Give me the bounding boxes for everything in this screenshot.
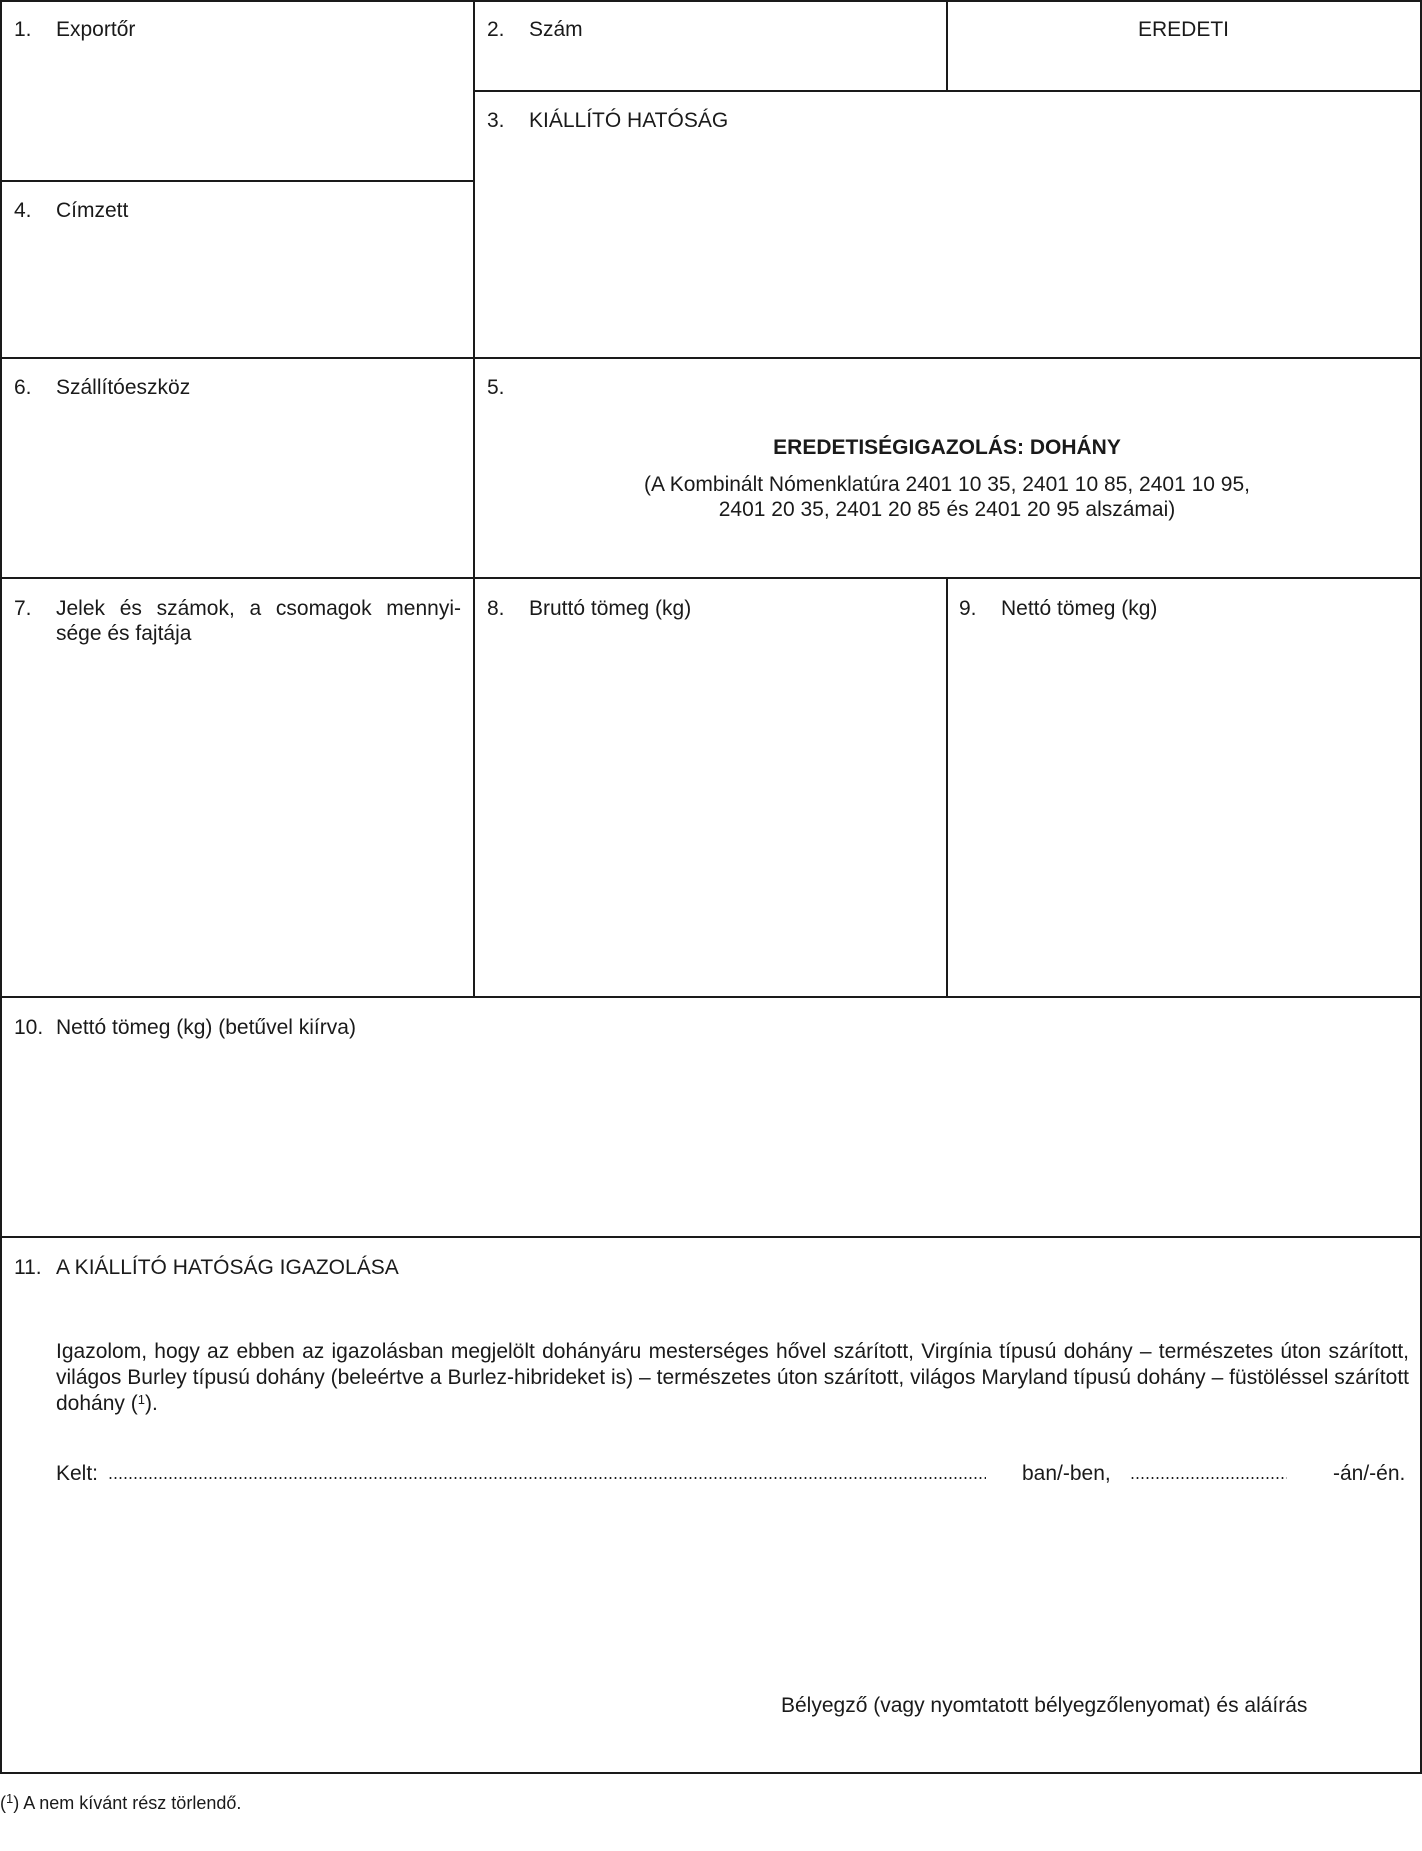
box-net-weight-label — [959, 596, 1157, 622]
date-suffix: -án/-én. — [1333, 1462, 1406, 1485]
box-authority-certification-title — [14, 1255, 399, 1281]
box-label: A KIÁLLÍTÓ HATÓSÁG IGAZOLÁSA — [56, 1256, 399, 1279]
box-gross-weight-label — [487, 596, 691, 622]
box-label: Nettó tömeg (kg) — [1001, 597, 1158, 620]
statement-text: Igazolom, hogy az ebben az igazolásban megjelölt dohányáru mesterséges hővel szárított, Virgínia típusú dohány – természetes úton szárított, világos Burley típusú dohány (beleértve a Burlez-hibrideket is) – természetes úton szárított, világos Maryland típusú dohány – füstöléssel szárított dohány ( — [56, 1340, 1409, 1415]
frame-bottom — [0, 1772, 1422, 1774]
box-marks-label-line2: sége és fajtája — [56, 622, 192, 645]
place-suffix: ban/-ben, — [1022, 1462, 1111, 1485]
box-5-number: 5. — [487, 376, 505, 399]
stamp-signature-label: Bélyegző (vagy nyomtatott bélyegzőlenyomat) és aláírás — [781, 1694, 1308, 1717]
box-net-weight-words-label — [14, 1015, 356, 1041]
box-number: 6. — [14, 376, 32, 399]
box-marks-label-line1: Jelek és számok, a csomagok mennyi- — [56, 597, 461, 620]
box-label: Bruttó tömeg (kg) — [529, 597, 692, 620]
box-number-label — [487, 17, 583, 43]
box-number: 11. — [14, 1256, 42, 1279]
place-label: Kelt: — [56, 1462, 99, 1485]
box-marks-number: 7. — [14, 597, 32, 620]
frame-left — [0, 0, 2, 1774]
certificate-subtitle-line1: (A Kombinált Nómenklatúra 2401 10 35, 2401 10 85, 2401 10 95, — [644, 473, 1250, 496]
footnote-marker: 1 — [6, 1791, 14, 1806]
divider-below-box3 — [0, 357, 1422, 359]
certificate-title: EREDETISÉGIGAZOLÁS: DOHÁNY — [773, 436, 1121, 459]
box-label: Nettó tömeg (kg) (betűvel kiírva) — [56, 1016, 356, 1039]
box-label: KIÁLLÍTÓ HATÓSÁG — [529, 109, 729, 132]
statement-end: ). — [144, 1392, 158, 1415]
box-number: 2. — [487, 18, 505, 41]
certificate-subtitle-line2: 2401 20 35, 2401 20 85 és 2401 20 95 alszámai) — [718, 498, 1176, 521]
box-exporter-label — [14, 17, 135, 43]
certification-statement — [56, 1339, 1409, 1417]
box-label: Szám — [529, 18, 583, 41]
original-mark: EREDETI — [1138, 18, 1230, 41]
box-label: Címzett — [56, 199, 129, 222]
box-number: 10. — [14, 1016, 44, 1039]
divider-box8-box9 — [946, 577, 948, 998]
box-transport-label — [14, 375, 190, 401]
divider-below-box5 — [0, 577, 1422, 579]
box-number: 4. — [14, 199, 32, 222]
divider-below-box7 — [0, 996, 1422, 998]
divider-below-box1 — [0, 180, 474, 182]
box-issuing-authority-label — [487, 108, 728, 134]
box-number: 3. — [487, 109, 505, 132]
divider-below-box10 — [0, 1236, 1422, 1238]
place-field[interactable] — [108, 1477, 986, 1479]
box-number: 8. — [487, 597, 505, 620]
footnote-text: A nem kívánt rész törlendő. — [23, 1793, 242, 1813]
divider-box2-original — [946, 0, 948, 92]
box-number: 1. — [14, 18, 32, 41]
footnote-ref: 1 — [137, 1392, 145, 1407]
box-label: Exportőr — [56, 18, 136, 41]
box-number: 9. — [959, 597, 977, 620]
frame-top — [0, 0, 1422, 2]
box-label: Szállítóeszköz — [56, 376, 191, 399]
footnote: ($^1$) A nem kívánt rész törlendő. — [0, 1791, 242, 1813]
box-consignee-label — [14, 198, 128, 224]
date-field[interactable] — [1130, 1477, 1287, 1479]
